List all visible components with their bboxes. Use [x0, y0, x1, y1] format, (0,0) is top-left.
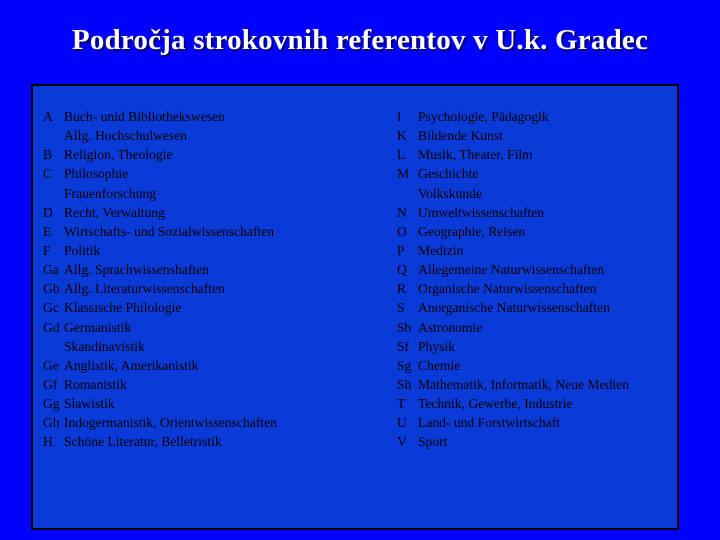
subject-code: Gd — [43, 319, 60, 335]
subject-label: Germanistik — [64, 319, 132, 335]
subject-row — [43, 356, 277, 375]
subject-row — [43, 126, 277, 145]
subject-code: L — [397, 147, 406, 163]
subject-row — [397, 241, 629, 260]
subject-label: Chemie — [418, 357, 461, 373]
subject-code: U — [397, 415, 407, 431]
subject-label: Politik — [64, 242, 101, 258]
subject-label: Indogermanistik, Orientwissenschaften — [64, 415, 277, 431]
subject-code: A — [43, 109, 53, 124]
subject-row — [397, 203, 629, 222]
subject-row — [43, 107, 277, 126]
subject-code: Ga — [43, 262, 59, 278]
subject-code — [43, 126, 64, 145]
subject-row — [397, 107, 629, 126]
subject-row — [397, 318, 629, 337]
subject-label: Allg. Literaturwissenschaften — [64, 281, 225, 297]
subject-row — [397, 298, 629, 317]
subject-code: N — [397, 204, 407, 220]
subject-row — [43, 222, 277, 241]
subject-code: Gh — [43, 415, 60, 431]
subject-code: Sb — [397, 319, 412, 335]
subject-label: Skandinavistik — [64, 338, 145, 354]
subject-label: Anorganische Naturwissenschaften — [418, 300, 610, 316]
subject-label: Anglistik, Amerikanistik — [64, 357, 199, 373]
subject-code — [397, 184, 418, 203]
subject-row — [397, 164, 629, 183]
subject-row — [397, 279, 629, 298]
subject-row — [397, 394, 629, 413]
subject-label: Allegemeine Naturwissenschaften — [418, 262, 605, 278]
subject-code: K — [397, 128, 407, 144]
subject-row — [397, 222, 629, 241]
subject-row — [43, 203, 277, 222]
subject-code: S — [397, 300, 405, 316]
subject-row — [43, 413, 277, 432]
subject-row — [43, 394, 277, 413]
subject-label: Geographie, Reisen — [418, 223, 526, 239]
subject-label: Recht, Verwaltung — [64, 204, 165, 220]
subject-label: Technik, Gewerbe, Industrie — [418, 396, 573, 412]
subject-row — [43, 184, 277, 203]
subject-label: Land- und Forstwirtschaft — [418, 415, 560, 431]
subject-row — [397, 432, 629, 451]
subject-row — [397, 375, 629, 394]
subject-label: Sport — [418, 434, 448, 450]
subject-label: Organische Naturwissenschaften — [418, 281, 597, 297]
subject-label: Religion, Theologie — [64, 147, 173, 163]
subject-code: Ge — [43, 357, 59, 373]
subject-code: T — [397, 396, 406, 412]
subject-code: F — [43, 242, 51, 258]
subject-code: M — [397, 166, 410, 182]
subject-row — [397, 260, 629, 279]
subject-row — [43, 145, 277, 164]
subject-code: P — [397, 242, 405, 258]
subject-row — [397, 413, 629, 432]
subject-label: Mathematik, Informatik, Neue Medien — [418, 376, 630, 392]
subject-label: Musik, Theater, Film — [418, 147, 533, 163]
subject-code: V — [397, 434, 407, 450]
subject-label: Schöne Literatur, Belletristik — [64, 434, 222, 450]
subject-code: C — [43, 166, 53, 182]
subject-label: Umweltwissenschaften — [418, 204, 545, 220]
subject-label: Volkskunde — [418, 185, 482, 201]
subject-label: Philosophie — [64, 166, 129, 182]
subject-code — [43, 337, 64, 356]
subject-row — [43, 164, 277, 183]
subject-label: Physik — [418, 338, 456, 354]
subject-label: Medizin — [418, 242, 464, 258]
subject-row — [43, 279, 277, 298]
subject-label: Buch- unid Bibliothekswesen — [64, 109, 225, 124]
subject-row — [43, 432, 277, 451]
subject-label: Bildende Kunst — [418, 128, 503, 144]
slide-title: Področja strokovnih referentov v U.k. Gradec — [71, 24, 649, 56]
subject-row — [397, 356, 629, 375]
subject-code: E — [43, 223, 52, 239]
subject-code: Gf — [43, 376, 58, 392]
subject-code: H — [43, 434, 53, 450]
subject-code: B — [43, 147, 53, 163]
subject-label: Psychologie, Pädagogik — [418, 109, 549, 124]
subject-label: Geschichte — [418, 166, 479, 182]
subject-code: R — [397, 281, 407, 297]
subject-code: I — [397, 109, 402, 124]
subject-label: Klassische Philologie — [64, 300, 182, 316]
subject-row — [43, 318, 277, 337]
subject-row — [43, 337, 277, 356]
subject-row — [43, 375, 277, 394]
subject-label: Slawistik — [64, 396, 115, 412]
subject-code: D — [43, 204, 53, 220]
subject-row — [43, 241, 277, 260]
subject-label: Astronomie — [418, 319, 483, 335]
subject-label: Wirtschafts- und Sozialwissenschaften — [64, 223, 275, 239]
subject-code — [43, 184, 64, 203]
subject-label: Allg. Sprachwissenshaften — [64, 262, 209, 278]
subject-row — [397, 145, 629, 164]
subject-code: Sf — [397, 338, 410, 354]
subject-row — [397, 184, 629, 203]
subject-row — [397, 337, 629, 356]
subject-code: Gg — [43, 396, 60, 412]
left-subject-list — [43, 107, 277, 452]
subject-row — [397, 126, 629, 145]
subject-row — [43, 298, 277, 317]
subject-code: Sh — [397, 376, 412, 392]
subject-label: Allg. Hochschulwesen — [64, 128, 188, 144]
subject-code: Gc — [43, 300, 59, 316]
subject-label: Frauenforschung — [64, 185, 157, 201]
subject-code: Sg — [397, 357, 412, 373]
subject-code: Q — [397, 262, 407, 278]
subject-row — [43, 260, 277, 279]
subject-code: Gb — [43, 281, 60, 297]
subject-label: Romanistik — [64, 376, 127, 392]
subject-code: O — [397, 223, 407, 239]
right-subject-list — [397, 107, 629, 452]
